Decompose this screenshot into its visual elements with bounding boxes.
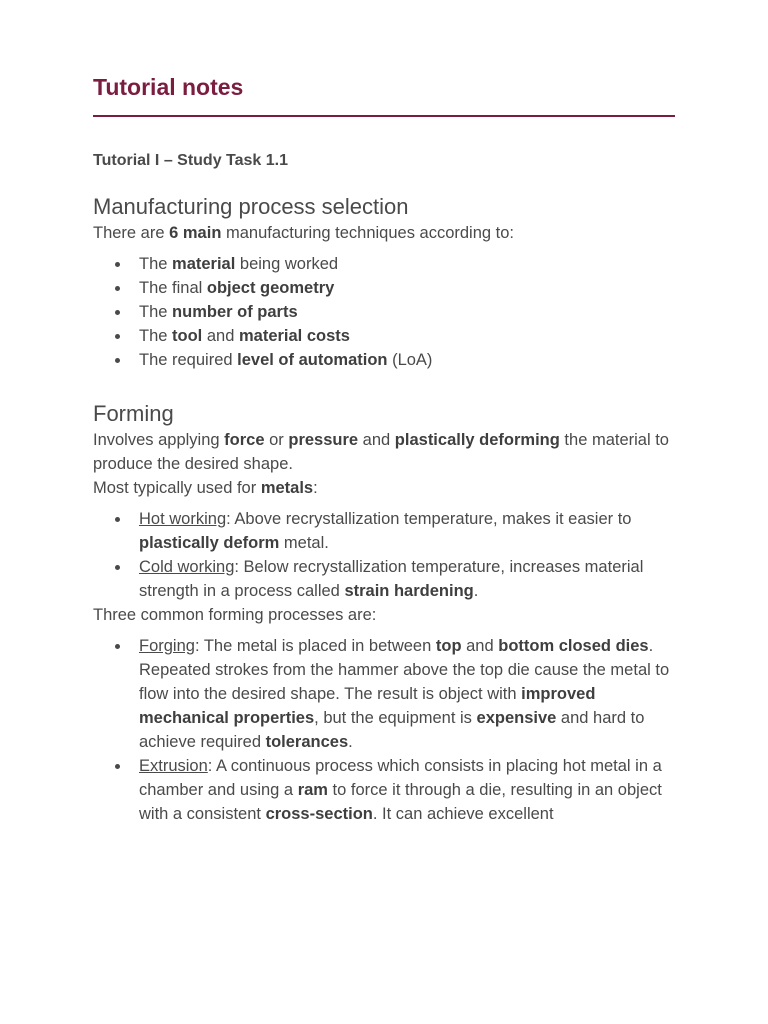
bullet-icon: [115, 764, 120, 769]
list-item: Forging: The metal is placed in between top and bottom closed dies. Repeated strokes from the hammer above the top die cause the metal to flow into the desired shape. The result is object with improved mechanical properties, but the equipment is expensive and hard to achieve required tolerances.: [139, 634, 675, 754]
bullet-icon: [115, 334, 120, 339]
manufacturing-intro: There are 6 main manufacturing techniques according to:: [93, 224, 514, 242]
list-item: The required level of automation (LoA): [139, 348, 675, 372]
list-item: The number of parts: [139, 300, 675, 324]
bullet-icon: [115, 517, 120, 522]
working-list: [93, 507, 675, 603]
page-title: Tutorial notes: [93, 74, 244, 100]
bullet-icon: [115, 286, 120, 291]
task-subheading: Tutorial I – Study Task 1.1: [93, 152, 289, 169]
bullet-icon: [115, 310, 120, 315]
forming-processes-intro: Three common forming processes are:: [93, 606, 377, 624]
term-forging: Forging: [139, 637, 195, 655]
list-item: Extrusion: A continuous process which consists in placing hot metal in a chamber and using a ram to force it through a die, resulting in an object with a consistent cross-section. It can achieve excellent: [139, 754, 675, 826]
title-divider: [93, 115, 675, 117]
document-body: [93, 72, 675, 826]
list-item: The final object geometry: [139, 276, 675, 300]
section-heading-forming: Forming: [93, 401, 174, 426]
term-extrusion: Extrusion: [139, 757, 208, 775]
list-item: The material being worked: [139, 252, 675, 276]
term-hot-working: Hot working: [139, 510, 227, 528]
list-item: Cold working: Below recrystallization temperature, increases material strength in a process called strain hardening.: [139, 555, 675, 603]
list-item: The tool and material costs: [139, 324, 675, 348]
list-item: Hot working: Above recrystallization temperature, makes it easier to plastically deform metal.: [139, 507, 675, 555]
bullet-icon: [115, 262, 120, 267]
bullet-icon: [115, 565, 120, 570]
forming-definition: Involves applying force or pressure and plastically deforming the material to produce the desired shape.: [93, 431, 669, 473]
process-list: [93, 634, 675, 826]
criteria-list: [93, 252, 675, 372]
section-heading-manufacturing: Manufacturing process selection: [93, 194, 409, 219]
forming-usage: Most typically used for metals:: [93, 479, 318, 497]
bullet-icon: [115, 644, 120, 649]
term-cold-working: Cold working: [139, 558, 235, 576]
bullet-icon: [115, 358, 120, 363]
